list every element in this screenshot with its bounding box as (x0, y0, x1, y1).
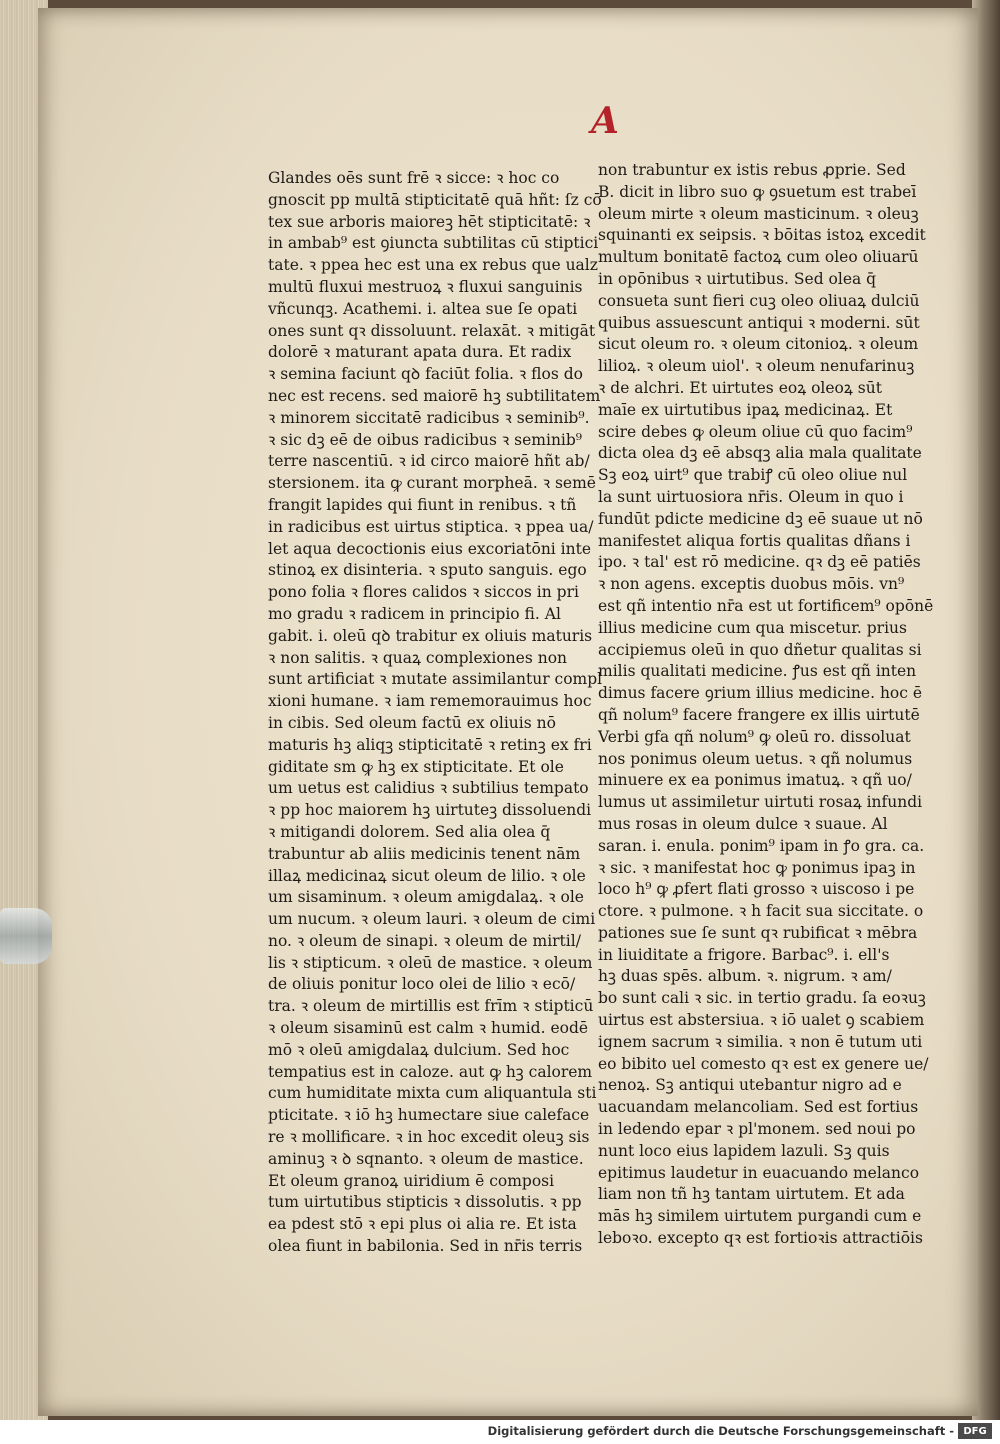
text-line: scire debes ꝙ oleum oliue cū quo facim⁹ (598, 422, 913, 441)
text-line: ones sunt qꝛ dissoluunt. relaxāt. ꝛ mitigāt (268, 321, 596, 340)
text-line: in ambab⁹ est ꝯiuncta subtilitas cū stiptici (268, 234, 599, 253)
text-line: terre nascentiū. ꝛ id circo maiorē hñt ab/ (268, 452, 590, 471)
text-line: maturis hꝫ aliqꝫ stipticitatē ꝛ retinꝫ ex fri (268, 735, 592, 754)
text-line: non trabuntur ex istis rebus ꝓprie. Sed (598, 161, 906, 179)
text-line: est qñ intentio nr̄a est ut fortificem⁹ opōnē (598, 596, 934, 615)
text-line: frangit lapides qui fiunt in renibus. ꝛ tñ (268, 495, 577, 514)
text-line: accipiemus oleū in quo dñetur qualitas si (598, 640, 922, 659)
text-line: sunt artificiat ꝛ mutate assimilantur compl (268, 670, 603, 689)
text-line: mās hꝫ similem uirtutem purgandi cum e (598, 1207, 922, 1226)
text-line: pticitate. ꝛ iō hꝫ humectare siue caleface (268, 1106, 590, 1125)
text-line: let aqua decoctionis eius excoriatōni inte (268, 539, 592, 558)
text-line: ipo. ꝛ tal' est rō medicine. qꝛ dꝫ eē patiēs (598, 553, 921, 572)
folio-mark: A (591, 100, 621, 142)
text-line: mo gradu ꝛ radicem in principio fi. Al (268, 604, 561, 623)
text-line: epitimus laudetur in euacuando melanco (598, 1163, 920, 1182)
text-line: in radicibus est uirtus stiptica. ꝛ ppea ua/ (268, 517, 594, 536)
text-line: vñcunqꝫ. Acathemi. i. altea sue ſe opati (268, 299, 578, 318)
text-line: ꝛ oleum sisaminū est calm ꝛ humid. eodē (268, 1019, 589, 1038)
text-line: pationes sue ſe sunt qꝛ rubificat ꝛ mēbra (598, 923, 918, 942)
text-line: um uetus est calidius ꝛ subtilius tempato (268, 779, 589, 798)
text-line: Verbi gfa qñ nolum⁹ ꝙ oleū ro. dissoluat (598, 727, 911, 746)
text-line: ꝛ pp hoc maiorem hꝫ uirtuteꝫ dissoluendi (268, 801, 592, 820)
dfg-logo: DFG (958, 1423, 992, 1439)
text-line: ꝛ sic. ꝛ manifestat hoc ꝙ ponimus ipaꝫ in (598, 858, 916, 877)
text-line: fundūt pdicte medicine dꝫ eē suaue ut nō (598, 509, 923, 528)
text-line: um sisaminum. ꝛ oleum amigdalaꝝ. ꝛ ole (268, 888, 584, 907)
text-line: nec est recens. sed maiorē hꝫ subtilitatem (268, 386, 601, 405)
text-line: Et oleum granoꝝ uiridium ē composi (268, 1171, 555, 1190)
text-line: multū fluxui mestruoꝝ ꝛ fluxui sanguinis (268, 277, 583, 296)
text-line: dimus facere ꝯrium illius medicine. hoc ē (598, 684, 923, 703)
text-line: tempatius est in caloze. aut ꝙ hꝫ calorem (268, 1062, 593, 1081)
text-line: aminuꝫ ꝛ ꝺ sqnanto. ꝛ oleum de mastice. (268, 1149, 584, 1168)
text-line: no. ꝛ oleum de sinapi. ꝛ oleum de mirtil/ (268, 931, 581, 950)
text-line: trabuntur ab aliis medicinis tenent nām (268, 844, 581, 863)
text-line: in liuiditate a frigore. Barbac⁹. i. ell's (598, 945, 890, 964)
text-line: gnoscit pp multā stipticitatē quā hñt: ſz cō (268, 190, 602, 209)
text-line: lis ꝛ stipticum. ꝛ oleū de mastice. ꝛ oleum (268, 953, 593, 972)
text-line: milis qualitati medicine. ꝭus est qñ inten (598, 662, 917, 681)
text-line: oleum mirte ꝛ oleum masticinum. ꝛ oleuꝫ (598, 204, 919, 223)
footer-bar (0, 1420, 1000, 1444)
text-line: tum uirtutibus stipticis ꝛ dissolutis. ꝛ pp (268, 1193, 582, 1212)
text-line: lumus ut assimiletur uirtuti rosaꝝ infundi (598, 793, 923, 812)
text-line: loco h⁹ ꝙ ꝓfert flati grosso ꝛ uiscoso i pe (598, 880, 915, 899)
text-line: leboꝛo. excepto qꝛ est fortioꝛis attractiōis (598, 1229, 923, 1248)
text-line: lilioꝝ. ꝛ oleum uiol'. ꝛ oleum nenufarinuꝫ (598, 357, 915, 376)
text-line: pono folia ꝛ flores calidos ꝛ siccos in pri (268, 583, 579, 602)
text-line: nunt loco eius lapidem lazuli. Sꝫ quis (598, 1141, 890, 1160)
text-line: re ꝛ mollificare. ꝛ in hoc excedit oleuꝫ sis (268, 1128, 590, 1147)
text-line: quibus assuescunt antiqui ꝛ moderni. sūt (598, 313, 920, 332)
text-line: in ledendo epar ꝛ pl'monem. sed noui po (598, 1120, 916, 1139)
text-line: minuere ex ea ponimus imatuꝝ. ꝛ qñ uo/ (598, 771, 912, 790)
text-line: illaꝝ medicinaꝝ sicut oleum de lilio. ꝛ ole (268, 866, 586, 885)
text-line: ꝛ non salitis. ꝛ quaꝝ complexiones non (268, 648, 568, 667)
text-line: in cibis. Sed oleum factū ex oliuis nō (268, 713, 556, 732)
text-line: nenoꝝ. Sꝫ antiqui utebantur nigro ad e (598, 1076, 902, 1095)
text-line: saran. i. enula. ponim⁹ ipam in ꝭo gra. ca. (598, 836, 925, 855)
text-line: xioni humane. ꝛ iam rememorauimus hoc (268, 692, 592, 711)
text-line: la sunt uirtuosiora nr̄is. Oleum in quo i (598, 487, 904, 506)
text-line: ꝛ non agens. exceptis duobus mōis. vn⁹ (598, 575, 905, 594)
text-line: gabit. i. oleū qꝺ trabitur ex oliuis maturis (268, 626, 593, 645)
text-line: manifestet aliqua fortis qualitas dñans i (598, 531, 911, 550)
text-column-left (268, 168, 603, 1258)
text-line: nos ponimus oleum uetus. ꝛ qñ nolumus (598, 749, 913, 768)
text-line: ea pdest stō ꝛ epi plus oi alia re. Et ista (268, 1215, 577, 1234)
text-line: dicta olea dꝫ eē absqꝫ alia mala qualitate (598, 444, 922, 463)
text-line: multum bonitatē factoꝝ cum oleo oliuarū (598, 248, 919, 267)
text-line: B. dicit in libro suo ꝙ ꝯsuetum est trabeī (598, 182, 917, 201)
text-column-right (598, 160, 934, 1250)
text-line: Glandes oēs sunt frē ꝛ sicce: ꝛ hoc co (268, 169, 560, 187)
text-line: ꝛ de alchri. Et uirtutes eoꝝ oleoꝝ sūt (598, 378, 882, 397)
text-line: maīe ex uirtutibus ipaꝝ medicinaꝝ. Et (598, 400, 893, 419)
text-line: de oliuis ponitur loco olei de lilio ꝛ ecō/ (268, 975, 576, 994)
text-line: giditate sm ꝙ hꝫ ex stipticitate. Et ole (268, 757, 564, 776)
text-line: ꝛ sic dꝫ eē de oibus radicibus ꝛ seminib⁹ (268, 430, 583, 449)
text-line: tate. ꝛ ppea hec est una ex rebus que ualz (268, 256, 598, 275)
text-line: qñ nolum⁹ facere frangere ex illis uirtutē (598, 705, 920, 724)
funding-credit: Digitalisierung gefördert durch die Deutsche Forschungsgemeinschaft - (487, 1424, 954, 1438)
text-line: uirtus est abstersiua. ꝛ iō ualet ꝯ scabiem (598, 1011, 925, 1030)
text-line: tex sue arboris maioreꝫ hēt stipticitatē: ꝛ (268, 212, 591, 231)
text-line: mus rosas in oleum dulce ꝛ suaue. Al (598, 814, 888, 833)
text-line: olea fiunt in babilonia. Sed in nr̄is terris (268, 1237, 583, 1256)
text-line: ignem sacrum ꝛ similia. ꝛ non ē tutum uti (598, 1032, 923, 1051)
text-line: eo bibito uel comesto qꝛ est ex genere ue/ (598, 1054, 929, 1073)
text-line: mō ꝛ oleū amigdalaꝝ dulcium. Sed hoc (268, 1040, 570, 1059)
text-line: uacuandam melancoliam. Sed est fortius (598, 1098, 919, 1117)
text-line: ctore. ꝛ pulmone. ꝛ h facit sua siccitate. o (598, 902, 924, 921)
text-line: sicut oleum ro. ꝛ oleum citonioꝝ. ꝛ oleum (598, 335, 919, 354)
text-line: hꝫ duas spēs. album. ꝛ. nigrum. ꝛ am/ (598, 967, 892, 986)
text-line: bo sunt cali ꝛ sic. in tertio gradu. ſa eoꝛuꝫ (598, 989, 926, 1008)
text-line: stinoꝝ ex disinteria. ꝛ sputo sanguis. ego (268, 561, 587, 580)
text-line: consueta sunt fieri cuꝫ oleo oliuaꝝ dulciū (598, 291, 920, 310)
text-line: ꝛ semina faciunt qꝺ faciūt folia. ꝛ flos do (268, 365, 583, 384)
text-line: cum humiditate mixta cum aliquantula sti (268, 1084, 597, 1103)
text-line: liam non tñ hꝫ tantam uirtutem. Et ada (598, 1185, 905, 1204)
text-line: dolorē ꝛ maturant apata dura. Et radix (268, 343, 572, 362)
text-line: ꝛ minorem siccitatē radicibus ꝛ seminib⁹. (268, 408, 590, 427)
text-line: ꝛ mitigandi dolorem. Sed alia olea q̄ (268, 822, 551, 841)
text-line: stersionem. ita ꝙ curant morpheā. ꝛ semē (268, 474, 596, 493)
text-line: squinanti ex seipsis. ꝛ bōitas istoꝝ excedit (598, 226, 926, 245)
text-line: tra. ꝛ oleum de mirtillis est frīm ꝛ stipticū (268, 997, 594, 1016)
text-line: in opōnibus ꝛ uirtutibus. Sed olea q̄ (598, 269, 877, 288)
text-line: illius medicine cum qua miscetur. prius (598, 618, 907, 637)
text-line: Sꝫ eoꝝ uirt⁹ que trabiꝭ cū oleo oliue nul (598, 466, 908, 485)
book-clasp (0, 908, 52, 964)
text-line: um nucum. ꝛ oleum lauri. ꝛ oleum de cimi (268, 910, 596, 929)
